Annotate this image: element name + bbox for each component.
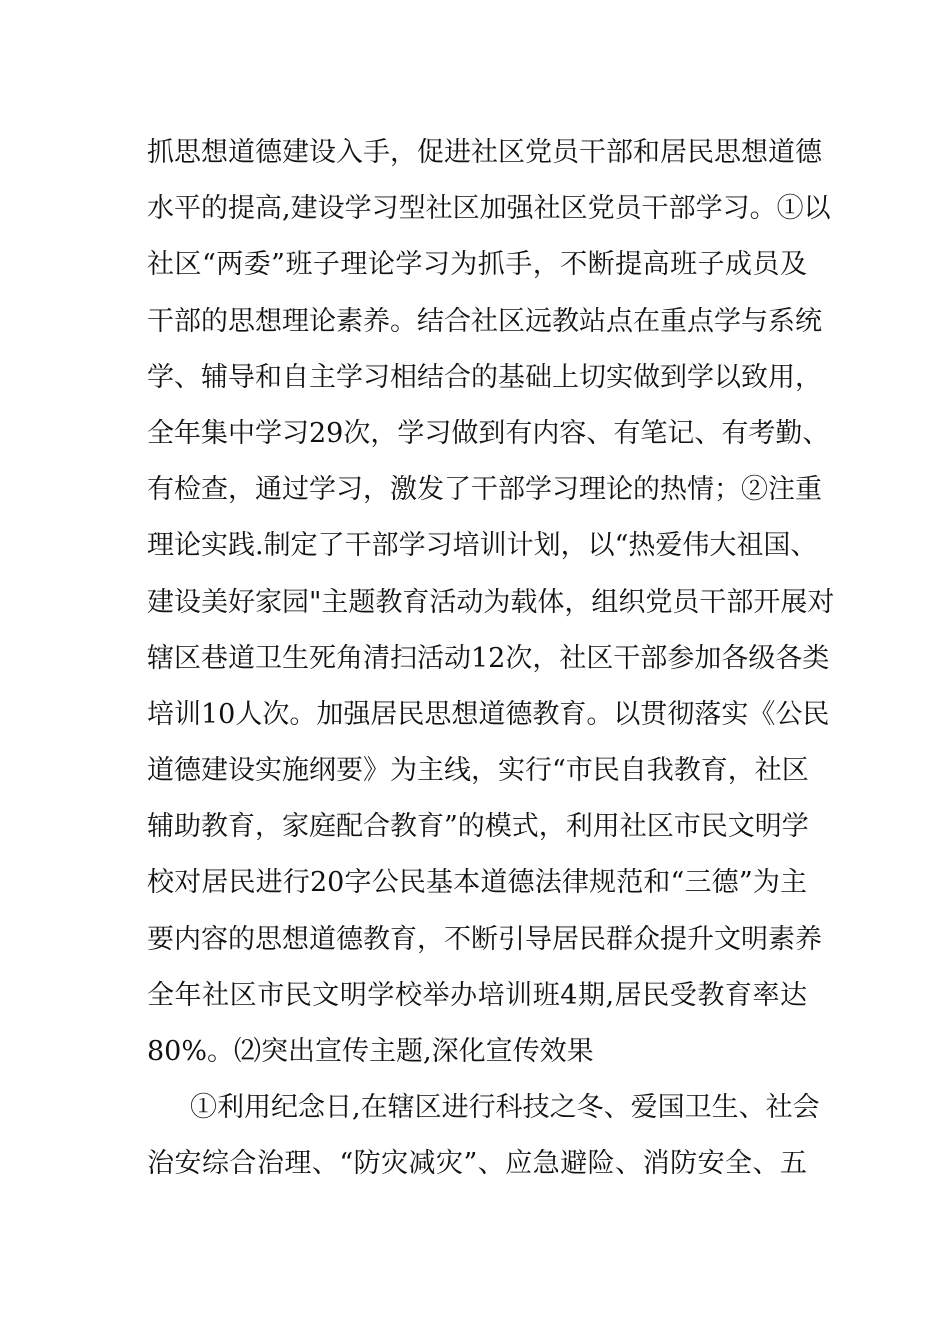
text-line: 水平的提高,建设学习型社区加强社区党员干部学习。①以 — [147, 193, 831, 225]
text-line: 理论实践.制定了干部学习培训计划，以“热爱伟大祖国、 — [147, 530, 818, 562]
text-line: 校对居民进行20字公民基本道德法律规范和“三德”为主 — [147, 867, 807, 899]
text-line: ①利用纪念日,在辖区进行科技之冬、爱国卫生、社会 — [190, 1092, 820, 1124]
text-line: 干部的思想理论素养。结合社区远教站点在重点学与系统 — [147, 305, 822, 337]
text-line: 全年社区市民文明学校举办培训班4期,居民受教育率达 — [147, 979, 807, 1011]
text-line: 学、辅导和自主学习相结合的基础上切实做到学以致用， — [147, 361, 822, 393]
text-line: 抓思想道德建设入手，促进社区党员干部和居民思想道德 — [147, 137, 822, 168]
text-line: 要内容的思想道德教育，不断引导居民群众提升文明素养 — [147, 923, 822, 955]
text-line: 辖区巷道卫生死角清扫活动12次，社区干部参加各级各类 — [147, 642, 830, 674]
text-line: 辅助教育，家庭配合教育”的模式，利用社区市民文明学 — [147, 811, 809, 843]
body-text — [147, 131, 835, 1199]
text-line: 治安综合治理、“防灾减灾”、应急避险、消防安全、五 — [147, 1148, 807, 1180]
text-line: 社区“两委”班子理论学习为抓手，不断提高班子成员及 — [147, 249, 807, 281]
text-line: 80%。⑵突出宣传主题,深化宣传效果 — [147, 1036, 594, 1067]
text-line: 培训10人次。加强居民思想道德教育。以贯彻落实《公民 — [147, 698, 830, 730]
text-line: 有检查，通过学习，激发了干部学习理论的热情；②注重 — [147, 474, 822, 506]
text-line: 全年集中学习29次，学习做到有内容、有笔记、有考勤、 — [147, 417, 830, 449]
text-line: 建设美好家园"主题教育活动为载体，组织党员干部开展对 — [147, 586, 835, 618]
text-line: 道德建设实施纲要》为主线，实行“市民自我教育，社区 — [147, 755, 809, 787]
